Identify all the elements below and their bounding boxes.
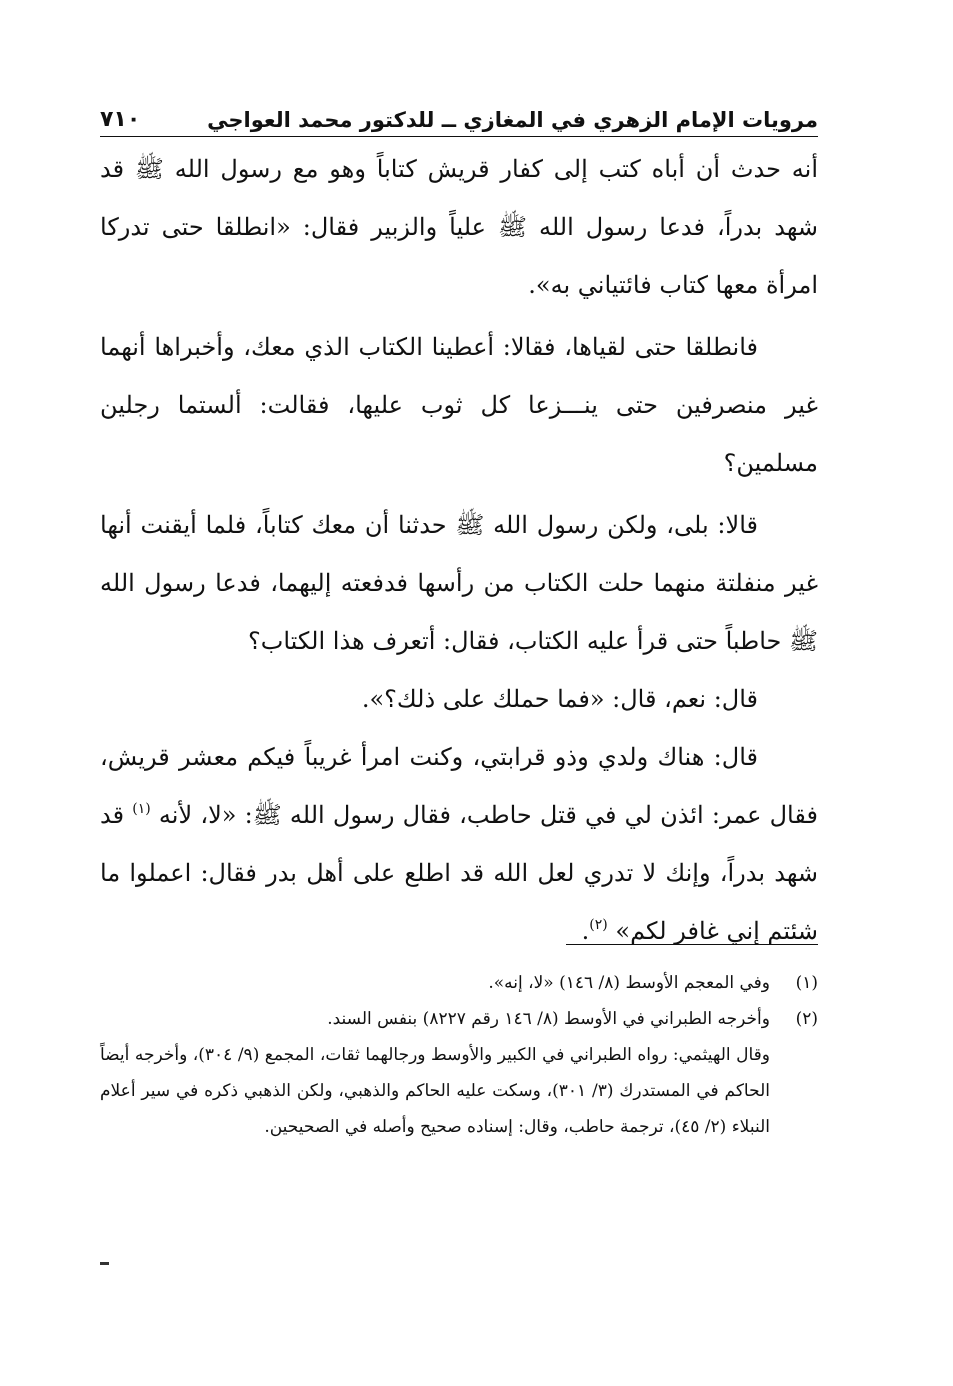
footnote-1 (100, 965, 818, 1001)
paragraph-5-part-2: قد شهد بدراً، وإنك لا تدري لعل الله قد اطلع على أهل بدر فقال: اعملوا ما شئتم إني غافر لكم» (100, 801, 818, 945)
footnote-2-text: وأخرجه الطبراني في الأوسط (٨/ ١٤٦ رقم ٨٢٢٧) بنفس السند. (327, 1009, 770, 1029)
footnote-ref-2[interactable]: (٢) (589, 917, 608, 933)
paragraph-5-end: . (581, 917, 590, 945)
footnote-ref-1[interactable]: (١) (132, 801, 151, 817)
paragraph-1: أنه حدث أن أباه كتب إلى كفار قريش كتاباً وهو مع رسول الله ﷺ قد شهد بدراً، فدعا رسول الله ﷺ علياً والزبير فقال: «انطلقا حتى تدركا امرأة معها كتاب فائتياني به». (100, 155, 819, 299)
running-header (100, 92, 818, 137)
footnote-separator (566, 944, 818, 945)
footnotes (100, 965, 818, 1145)
paragraph-5-part-1: قال: هناك ولدي وذو قرابتي، وكنت امرأ غريباً فيكم معشر قريش، فقال عمر: ائذن لي في قتل حاطب، فقال رسول الله ﷺ: «لا، لأنه (100, 743, 818, 829)
header-title: مرويات الإمام الزهري في المغازي ــ للدكتور محمد العواجي (207, 108, 818, 132)
footnote-2-number: (٢) (795, 1009, 818, 1029)
paragraph-3: قالا: بلى، ولكن رسول الله ﷺ حدثنا أن معك كتاباً، فلما أيقنت أنها غير منفلتة منهما حلت الكتاب من رأسها فدفعته إليهما، فدعا رسول الله ﷺ حاطباً حتى قرأ عليه الكتاب، فقال: أتعرف هذا الكتاب؟ (100, 511, 818, 655)
paragraph-2: فانطلقا حتى لقياها، فقالا: أعطينا الكتاب الذي معك، وأخبراها أنهما غير منصرفين حتى ينـــزعا كل ثوب عليها، فقالت: ألستما رجلين مسلمين؟ (100, 333, 818, 477)
paragraph-5 (100, 728, 818, 960)
paragraph-4: قال: نعم، قال: «فما حملك على ذلك؟». (361, 685, 758, 713)
footnote-1-number: (١) (795, 973, 818, 993)
footnote-1-text: وفي المعجم الأوسط (٨/ ١٤٦) «لا، إنه». (488, 973, 770, 993)
page-number: ٧١٠ (100, 107, 141, 132)
printer-mark (100, 1262, 109, 1265)
main-text (100, 140, 818, 960)
footnote-2-continuation: وقال الهيثمي: رواه الطبراني في الكبير والأوسط ورجالهما ثقات، المجمع (٩/ ٣٠٤)، وأخرجه أيضاً الحاكم في المستدرك (٣/ ٣٠١)، وسكت عليه الحاكم والذهبي، ولكن الذهبي ذكره في سير أعلام النبلاء (٢/ ٤٥)، ترجمة حاطب، وقال: إسناده صحيح وأصله في الصحيحين. (100, 1045, 770, 1137)
footnote-2 (100, 1001, 818, 1037)
